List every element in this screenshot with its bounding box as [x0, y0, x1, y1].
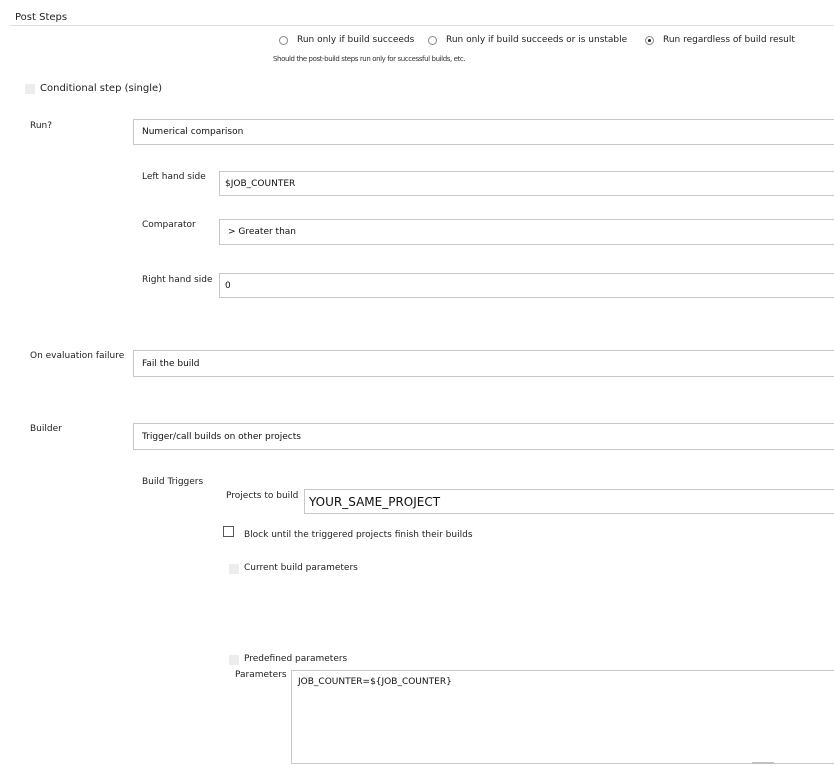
- drag-handle-icon[interactable]: [229, 655, 239, 665]
- drag-handle-icon[interactable]: [25, 84, 35, 94]
- parameters-textarea[interactable]: [291, 670, 834, 764]
- radio-label: Run only if build succeeds or is unstable: [446, 35, 628, 45]
- comparator-value: > Greater than: [228, 227, 297, 237]
- lhs-label: Left hand side: [142, 172, 206, 182]
- parameters-label: Parameters: [235, 670, 287, 680]
- section-title: Post Steps: [15, 12, 68, 23]
- resize-grip-icon[interactable]: [752, 762, 774, 764]
- radio-label: Run regardless of build result: [663, 35, 795, 45]
- radio-run-if-succeeds-or-unstable[interactable]: [428, 35, 627, 45]
- rhs-label: Right hand side: [142, 275, 213, 285]
- on-failure-label: On evaluation failure: [30, 351, 125, 361]
- predefined-parameters-title: Predefined parameters: [244, 654, 348, 664]
- comparator-select[interactable]: [219, 219, 834, 245]
- build-triggers-label: Build Triggers: [142, 477, 204, 487]
- rhs-input[interactable]: [219, 273, 834, 298]
- block-until-finish-label: Block until the triggered projects finish their builds: [244, 530, 473, 540]
- builder-value: Trigger/call builds on other projects: [142, 431, 301, 442]
- radio-run-regardless[interactable]: [645, 35, 795, 45]
- rhs-value: 0: [225, 280, 231, 291]
- radio-label: Run only if build succeeds: [297, 35, 415, 45]
- on-failure-value: Fail the build: [142, 358, 200, 369]
- projects-to-build-label: Projects to build: [226, 491, 299, 501]
- radio-icon[interactable]: [428, 36, 437, 45]
- radio-selected-icon[interactable]: [645, 36, 654, 45]
- radio-icon[interactable]: [279, 36, 288, 45]
- comparator-label: Comparator: [142, 220, 196, 230]
- builder-label: Builder: [30, 424, 62, 434]
- section-divider: [10, 25, 834, 26]
- run-label: Run?: [30, 121, 53, 131]
- run-condition-value: Numerical comparison: [142, 127, 244, 137]
- block-until-finish-checkbox[interactable]: [223, 526, 234, 537]
- builder-select[interactable]: [133, 423, 834, 450]
- projects-to-build-input[interactable]: [304, 489, 834, 514]
- help-text: Should the post-build steps run only for successful builds, etc.: [273, 55, 466, 63]
- lhs-value: $JOB_COUNTER: [225, 178, 296, 189]
- run-condition-select[interactable]: [133, 119, 834, 145]
- parameters-value: JOB_COUNTER=${JOB_COUNTER}: [298, 677, 452, 687]
- lhs-input[interactable]: [219, 171, 834, 196]
- on-failure-select[interactable]: [133, 350, 834, 377]
- radio-run-if-succeeds[interactable]: [279, 35, 414, 45]
- drag-handle-icon[interactable]: [229, 564, 239, 574]
- projects-to-build-value: YOUR_SAME_PROJECT: [309, 494, 441, 509]
- conditional-step-title: Conditional step (single): [40, 83, 163, 94]
- current-build-parameters-title: Current build parameters: [244, 563, 358, 573]
